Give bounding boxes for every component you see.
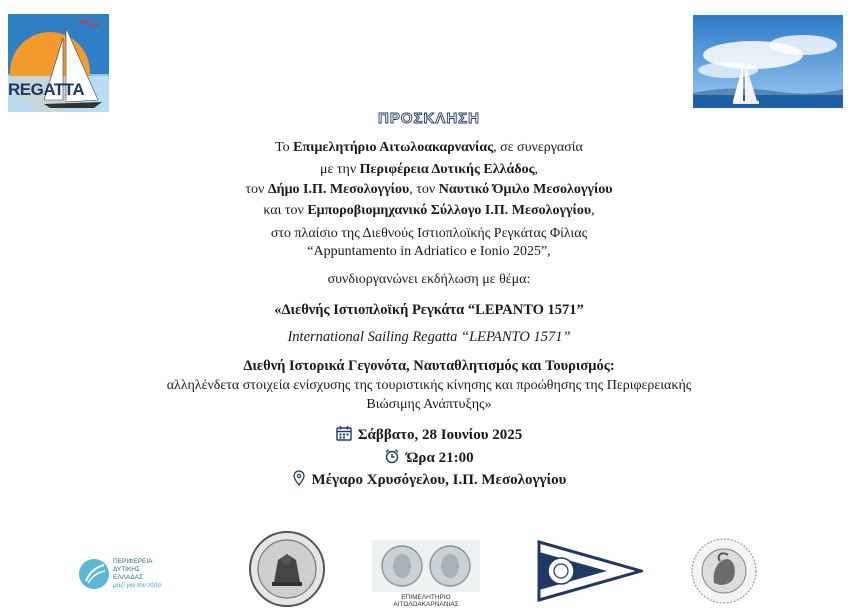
subtheme-line-2: αλληλένδετα στοιχεία ενίσχυσης της τουριστικής κίνησης και προώθησης της Περιφερειακής xyxy=(166,378,692,393)
nautical-club-name: Ναυτικό Όμιλο Μεσολογγίου xyxy=(438,182,613,197)
theme-english: International Sailing Regatta “LEPANTO 1571” xyxy=(287,329,571,345)
intro-line-1 xyxy=(0,139,858,157)
nautical-club-pennant xyxy=(537,540,643,602)
region-logo-line-1: ΠΕΡΙΦΕΡΕΙΑ xyxy=(113,558,153,565)
intro-l4-post: , xyxy=(591,203,595,218)
intro-line-2 xyxy=(0,161,858,179)
intro-l3-mid: , τον xyxy=(409,182,439,197)
subtheme-line-3: Βιώσιμης Ανάπτυξης» xyxy=(366,397,492,412)
event-date-text: Σάββατο, 28 Ιουνίου 2025 xyxy=(357,427,523,443)
municipality-name: Δήμο Ι.Π. Μεσολογγίου xyxy=(267,182,410,197)
intro-line-6: “Appuntamento in Adriatico e Ionio 2025”, xyxy=(307,244,551,259)
regatta-logo xyxy=(8,14,109,112)
region-logo-line-3: ΕΛΛΑΔΑΣ xyxy=(113,574,144,581)
calendar-icon xyxy=(336,425,352,446)
region-logo-line-2: ΔΥΤΙΚΗΣ xyxy=(113,566,141,573)
chamber-logo-caption: ΕΠΙΜΕΛΗΤΗΡΙΟ ΑΙΤΩΛΟΑΚΑΡΝΑΝΙΑΣ xyxy=(393,594,459,608)
regatta-logo-text: REGATTA xyxy=(8,80,85,99)
event-place xyxy=(0,470,858,491)
region-name: Περιφέρεια Δυτικής Ελλάδος xyxy=(359,162,535,177)
intro-line-7: συνδιοργανώνει εκδήλωση με θέμα: xyxy=(327,272,531,287)
event-time-text: Ώρα 21:00 xyxy=(406,450,474,466)
trade-association-name: Εμποροβιομηχανικό Σύλλογο Ι.Π. Μεσολογγίου xyxy=(307,203,592,218)
municipality-seal xyxy=(248,530,326,608)
intro-l1-post: , σε συνεργασία xyxy=(493,140,583,155)
sailboat-photo xyxy=(693,15,843,108)
trade-association-seal xyxy=(690,537,758,605)
chamber-name: Επιμελητήριο Αιτωλοακαρνανίας xyxy=(293,140,494,155)
intro-l2-post: , xyxy=(534,162,538,177)
event-place-text: Μέγαρο Χρυσόγελου, Ι.Π. Μεσολογγίου xyxy=(311,472,567,488)
event-time xyxy=(0,448,858,469)
subtheme-title: Διεθνή Ιστορικά Γεγονότα, Ναυταθλητισμός και Τουρισμός: xyxy=(243,358,615,374)
theme-greek: «Διεθνής Ιστιοπλοϊκή Ρεγκάτα “LEPANTO 1571” xyxy=(274,302,584,318)
intro-l4-pre: και τον xyxy=(263,203,308,218)
region-logo-slogan: μαζί για τον τόπο xyxy=(113,582,162,589)
intro-line-4 xyxy=(0,202,858,220)
chamber-logo xyxy=(372,540,480,608)
intro-l2-pre: με την xyxy=(320,162,360,177)
page-title: ΠΡΟΣΚΛΗΣΗ xyxy=(377,110,480,127)
region-logo xyxy=(77,553,177,595)
intro-line-5: στο πλαίσιο της Διεθνούς Ιστιοπλοϊκής Ρεγκάτας Φίλιας xyxy=(270,226,588,241)
event-date xyxy=(0,425,858,446)
location-pin-icon xyxy=(292,470,306,491)
intro-l3-pre: τον xyxy=(245,182,268,197)
intro-l1-pre: Το xyxy=(275,140,294,155)
intro-line-3 xyxy=(0,181,858,199)
alarm-clock-icon xyxy=(384,448,400,469)
